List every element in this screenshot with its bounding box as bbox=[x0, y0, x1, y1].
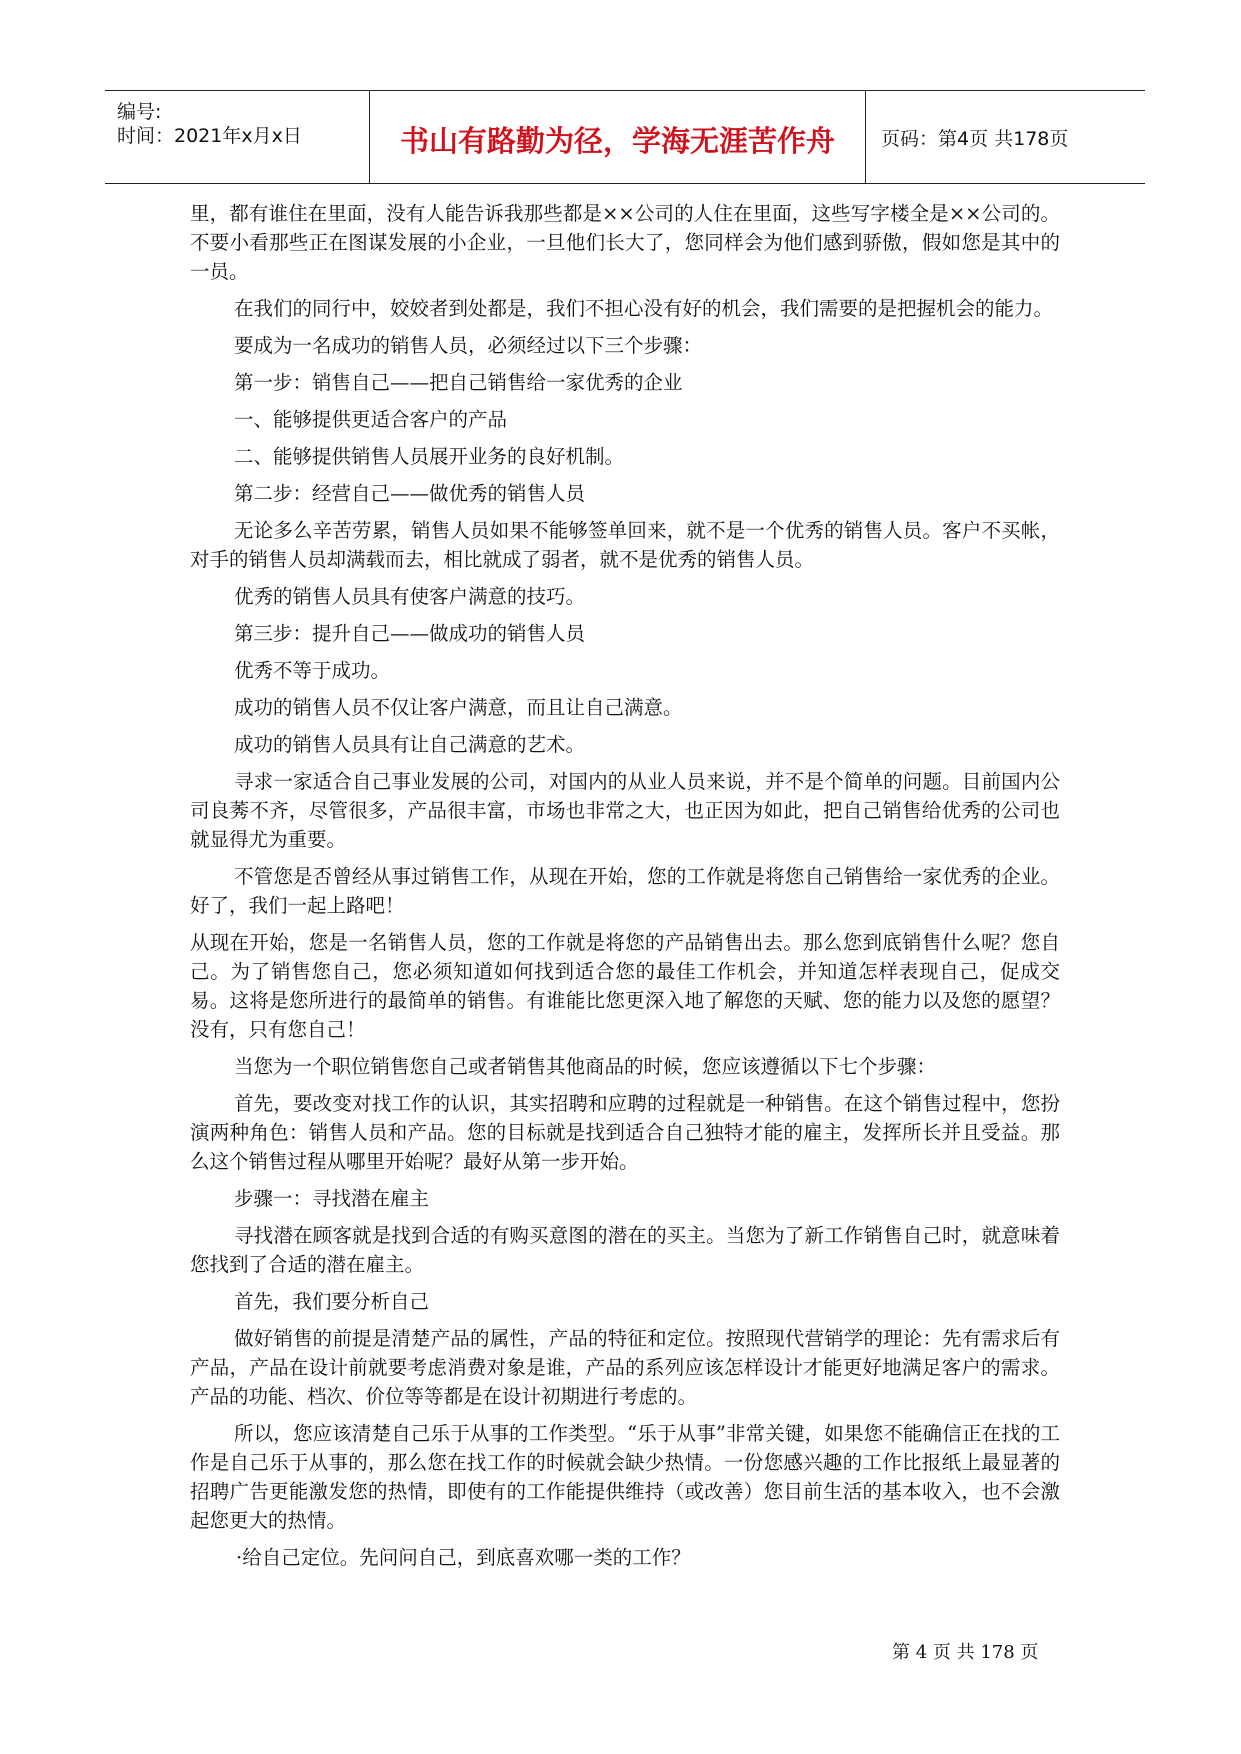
paragraph: 从现在开始，您是一名销售人员，您的工作就是将您的产品销售出去。那么您到底销售什么呢？您自己。为了销售您自己，您必须知道如何找到适合您的最佳工作机会，并知道怎样表现自己，促成交易。这将是您所进行的最简单的销售。有谁能比您更深入地了解您的天赋、您的能力以及您的愿望？没有，只有您自己！ bbox=[190, 931, 1060, 1041]
paragraph: 要成为一名成功的销售人员，必须经过以下三个步骤： bbox=[234, 334, 703, 357]
paragraph: 优秀不等于成功。 bbox=[234, 659, 391, 682]
header-page-cell bbox=[867, 91, 1145, 183]
paragraph: 成功的销售人员不仅让客户满意，而且让自己满意。 bbox=[234, 696, 683, 719]
step-heading: 步骤一：寻找潜在雇主 bbox=[234, 1187, 430, 1210]
paragraph: 寻求一家适合自己事业发展的公司，对国内的从业人员来说，并不是个简单的问题。目前国内公司良莠不齐，尽管很多，产品很丰富，市场也非常之大，也正因为如此，把自己销售给优秀的公司也就显得尤为重要。 bbox=[190, 770, 1060, 851]
paragraph: 做好销售的前提是清楚产品的属性，产品的特征和定位。按照现代营销学的理论：先有需求后有产品，产品在设计前就要考虑消费对象是谁，产品的系列应该怎样设计才能更好地满足客户的需求。产品的功能、档次、价位等等都是在设计初期进行考虑的。 bbox=[190, 1327, 1060, 1408]
document-time-label: 时间：2021年x月x日 bbox=[117, 125, 302, 147]
document-number-label: 编号: bbox=[117, 101, 162, 123]
paragraph: 所以，您应该清楚自己乐于从事的工作类型。“乐于从事”非常关键，如果您不能确信正在找的工作是自己乐于从事的，那么您在找工作的时候就会缺少热情。一份您感兴趣的工作比报纸上最显著的招聘广告更能激发您的热情，即使有的工作能提供维持（或改善）您目前生活的基本收入，也不会激起您更大的热情。 bbox=[190, 1422, 1060, 1532]
header-motto-cell bbox=[370, 91, 866, 183]
step-heading: 第二步：经营自己——做优秀的销售人员 bbox=[234, 482, 586, 505]
paragraph: 首先，要改变对找工作的认识，其实招聘和应聘的过程就是一种销售。在这个销售过程中，您扮演两种角色：销售人员和产品。您的目标就是找到适合自己独特才能的雇主，发挥所长并且受益。那么这个销售过程从哪里开始呢？最好从第一步开始。 bbox=[190, 1092, 1060, 1173]
paragraph: 里，都有谁住在里面，没有人能告诉我那些都是××公司的人住在里面，这些写字楼全是××公司的。不要小看那些正在图谋发展的小企业，一旦他们长大了，您同样会为他们感到骄傲，假如您是其中的一员。 bbox=[190, 202, 1060, 283]
list-item: 一、能够提供更适合客户的产品 bbox=[234, 408, 508, 431]
paragraph: 首先，我们要分析自己 bbox=[234, 1290, 430, 1313]
paragraph: 优秀的销售人员具有使客户满意的技巧。 bbox=[234, 585, 586, 608]
bullet-item: ·给自己定位。先问问自己，到底喜欢哪一类的工作？ bbox=[236, 1546, 691, 1569]
paragraph: 在我们的同行中，姣姣者到处都是，我们不担心没有好的机会，我们需要的是把握机会的能力。 bbox=[234, 297, 1054, 320]
paragraph: 无论多么辛苦劳累，销售人员如果不能够签单回来，就不是一个优秀的销售人员。客户不买帐，对手的销售人员却满载而去，相比就成了弱者，就不是优秀的销售人员。 bbox=[190, 519, 1060, 571]
paragraph: 当您为一个职位销售您自己或者销售其他商品的时候，您应该遵循以下七个步骤： bbox=[234, 1055, 937, 1078]
list-item: 二、能够提供销售人员展开业务的良好机制。 bbox=[234, 445, 625, 468]
header-motto: 书山有路勤为径，学海无涯苦作舟 bbox=[399, 124, 835, 158]
page-header bbox=[105, 90, 1145, 184]
step-heading: 第一步：销售自己——把自己销售给一家优秀的企业 bbox=[234, 371, 683, 394]
step-heading: 第三步：提升自己——做成功的销售人员 bbox=[234, 622, 586, 645]
document-body bbox=[190, 199, 1060, 1580]
paragraph: 寻找潜在顾客就是找到合适的有购买意图的潜在的买主。当您为了新工作销售自己时，就意味着您找到了合适的潜在雇主。 bbox=[190, 1224, 1060, 1276]
paragraph: 不管您是否曾经从事过销售工作，从现在开始，您的工作就是将您自己销售给一家优秀的企业。好了，我们一起上路吧！ bbox=[190, 865, 1060, 917]
paragraph: 成功的销售人员具有让自己满意的艺术。 bbox=[234, 733, 586, 756]
page-footer: 第 4 页 共 178 页 bbox=[892, 1642, 1039, 1663]
header-meta-cell bbox=[105, 91, 370, 183]
header-page-info: 页码：第4页 共178页 bbox=[881, 128, 1069, 150]
